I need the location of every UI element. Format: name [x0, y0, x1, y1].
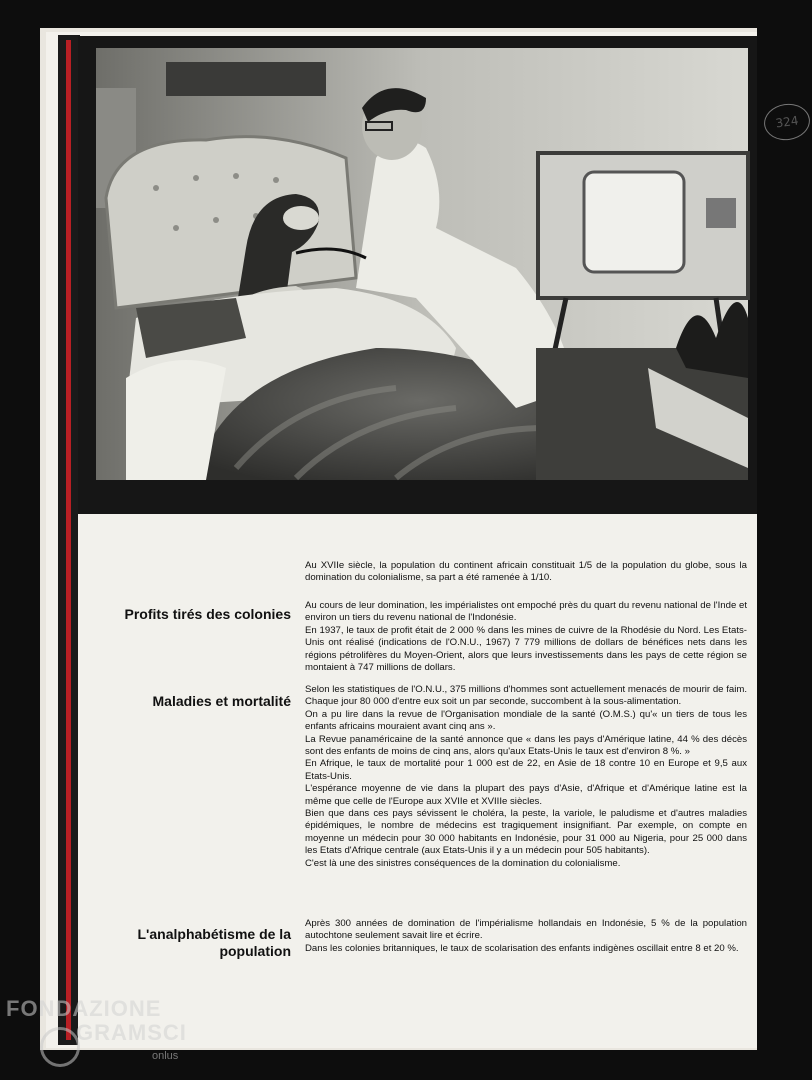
watermark-line2: GRAMSCI [76, 1020, 187, 1045]
section-body-profits [305, 600, 747, 674]
section-title-analphabetisme: L'analphabétisme de la population [137, 926, 291, 959]
paragraph: Dans les colonies britanniques, le taux de scolarisation des enfants indigènes oscillait entre 8 et 20 %. [305, 942, 739, 954]
paragraph: Au cours de leur domination, les impérialistes ont empoché près du quart du revenu national de l'Inde et environ un tiers du revenu national de l'Indonésie. [305, 600, 747, 624]
paragraph: Selon les statistiques de l'O.N.U., 375 millions d'hommes sont actuellement menacés de mourir de faim. Chaque jour 80 000 d'entre eux soit un par seconde, succombent à la sous-alimentation. [305, 684, 747, 708]
paragraph: L'espérance moyenne de vie dans la plupart des pays d'Asie, d'Afrique et d'Amérique latine est la même que celle de l'Europe aux XVIIe et XVIIIe siècles. [305, 783, 747, 807]
paragraph: En 1937, le taux de profit était de 2 000 % dans les mines de cuivre de la Rhodésie du Nord. Les Etats-Unis ont réalisé (indications de l'O.N.U., 1967) 7 779 millions de dollars de bénéfices nets dans les régions pétrolifères du Moyen-Orient, alors que leurs investissements dans les pays de cette région se montaient à 747 millions de dollars. [305, 624, 747, 674]
paragraph: On a pu lire dans la revue de l'Organisation mondiale de la santé (O.M.S.) qu'« un tiers de tous les enfants africains mouraient avant cinq ans ». [305, 708, 747, 733]
paragraph: La Revue panaméricaine de la santé annonce que « dans les pays d'Amérique latine, 44 % des décès sont des enfants de moins de cinq ans, alors qu'aux Etats-Unis le taux est d'environ 8 %. » [305, 733, 747, 758]
watermark-onlus: onlus [152, 1050, 179, 1062]
gramsci-logo-icon [40, 1027, 80, 1067]
paragraph: C'est là une des sinistres conséquences de la domination du colonialisme. [305, 857, 621, 869]
paragraph: En Afrique, le taux de mortalité pour 1 000 est de 22, en Asie de 18 contre 10 en Europe et 9,5 aux Etats-Unis. [305, 758, 747, 782]
photograph-doctor-examining-dog [96, 48, 800, 480]
section-body-maladies [305, 684, 747, 870]
section-title-profits: Profits tirés des colonies [124, 606, 291, 622]
fondazione-gramsci-watermark [6, 997, 187, 1045]
section-body-analphabetisme [305, 918, 747, 955]
watermark-line1: FONDAZIONE [6, 996, 162, 1021]
red-binding-stripe [66, 40, 71, 1040]
paragraph: Bien que dans ces pays sévissent le choléra, la peste, la variole, le paludisme et d'autres maladies épidémiques, le nombre de médecins est tragiquement insignifiant. Par exemple, on compte en moyenne un médecin pour 30 000 habitants en Indonésie, pour 31 000 au Nigeria, pour 25 000 dans les Etats d'Afrique centrale (aux Etats-Unis il y a un médecin pour 505 habitants). [305, 808, 747, 857]
section-title-maladies: Maladies et mortalité [152, 693, 291, 709]
handwritten-page-number: 324 [762, 101, 812, 143]
intro-paragraph: Au XVIIe siècle, la population du continent africain constituait 1/5 de la population du globe, sous la domination du colonialisme, sa part a été ramenée à 1/10. [305, 560, 747, 584]
paragraph: Après 300 années de domination de l'impérialisme hollandais en Indonésie, 5 % de la population autochtone seulement savait lire et écrire. [305, 918, 747, 942]
